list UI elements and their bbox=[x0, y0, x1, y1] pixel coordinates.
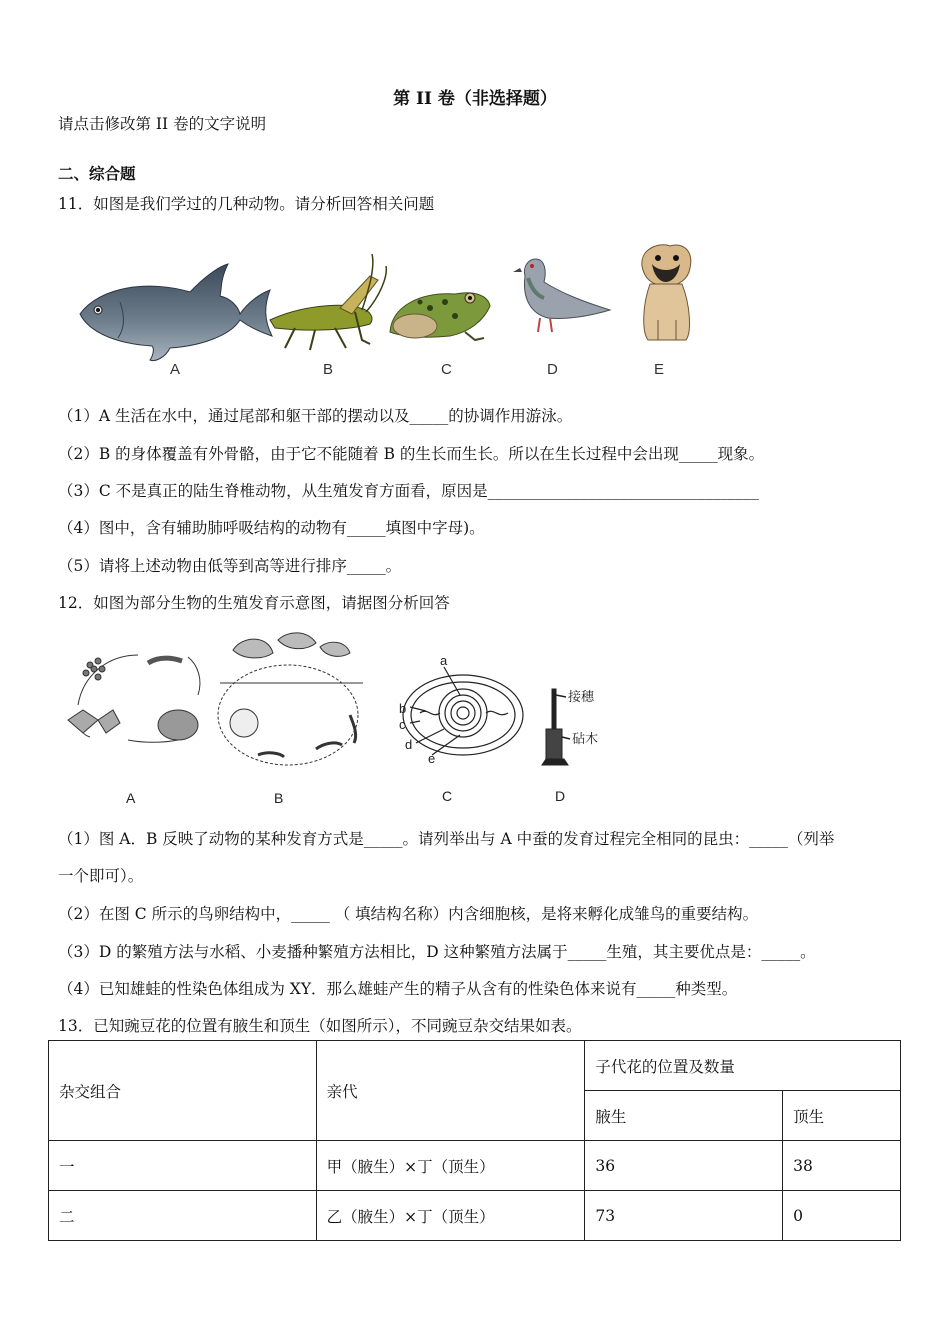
row1-combo: 一 bbox=[49, 1141, 317, 1191]
q11-sub3: （3）C 不是真正的陆生脊椎动物，从生殖发育方面看，原因是___________________________________ bbox=[58, 482, 759, 500]
graft-stock-label: 砧木 bbox=[572, 731, 599, 746]
egg-part-d: d bbox=[405, 737, 413, 752]
row2-combo: 二 bbox=[49, 1191, 317, 1241]
section-title: 第 II 卷（非选择题） bbox=[393, 89, 557, 109]
header-axillary: 腋生 bbox=[585, 1091, 783, 1141]
egg-part-c: c bbox=[399, 717, 406, 732]
q11-label-c: C bbox=[441, 361, 452, 378]
row2-parents: 乙（腋生）×丁（顶生） bbox=[316, 1191, 585, 1241]
bird-egg-icon bbox=[403, 667, 523, 755]
graft-scion-label: 接穗 bbox=[568, 689, 595, 704]
q12-label-b: B bbox=[274, 790, 284, 806]
part-heading: 二、综合题 bbox=[58, 164, 136, 183]
grafting-icon bbox=[542, 689, 570, 765]
q11-animal-figure bbox=[70, 236, 710, 386]
frog-icon bbox=[390, 293, 490, 340]
egg-part-e: e bbox=[428, 751, 436, 766]
egg-part-a: a bbox=[440, 653, 448, 668]
dog-icon bbox=[642, 245, 691, 340]
pigeon-icon bbox=[513, 259, 610, 332]
q11-sub1: （1）A 生活在水中，通过尾部和躯干部的摆动以及_____的协调作用游泳。 bbox=[58, 407, 573, 425]
q11-label-d: D bbox=[547, 361, 558, 378]
q12-sub4: （4）已知雄蛙的性染色体组成为 XY．那么雄蛙产生的精子从含有的性染色体来说有_____种类型。 bbox=[58, 980, 738, 998]
q12-sub3: （3）D 的繁殖方法与水稻、小麦播种繁殖方法相比，D 这种繁殖方法属于_____生殖，其主要优点是：_____。 bbox=[58, 943, 816, 961]
header-combo: 杂交组合 bbox=[49, 1041, 317, 1141]
row2-terminal: 0 bbox=[783, 1191, 901, 1241]
row1-axillary: 36 bbox=[585, 1141, 783, 1191]
q11-label-e: E bbox=[654, 361, 665, 378]
grasshopper-icon bbox=[270, 254, 386, 350]
q12-label-d: D bbox=[555, 788, 566, 804]
q12-sub1-cont: 一个即可）。 bbox=[58, 867, 144, 885]
header-offspring: 子代花的位置及数量 bbox=[585, 1041, 901, 1091]
q12-lifecycle-figure bbox=[58, 625, 628, 810]
frog-cycle-icon bbox=[218, 633, 363, 765]
row2-axillary: 73 bbox=[585, 1191, 783, 1241]
header-parents: 亲代 bbox=[316, 1041, 585, 1141]
silkworm-cycle-icon bbox=[68, 655, 200, 742]
q11-label-a: A bbox=[170, 361, 181, 378]
q12-stem: 12．如图为部分生物的生殖发育示意图，请据图分析回答 bbox=[58, 594, 450, 612]
header-terminal: 顶生 bbox=[783, 1091, 901, 1141]
instructions-link[interactable]: 请点击修改第 II 卷的文字说明 bbox=[58, 115, 267, 133]
row1-parents: 甲（腋生）×丁（顶生） bbox=[316, 1141, 585, 1191]
q11-sub2: （2）B 的身体覆盖有外骨骼，由于它不能随着 B 的生长而生长。所以在生长过程中会出现_____现象。 bbox=[58, 445, 765, 463]
q13-stem: 13．已知豌豆花的位置有腋生和顶生（如图所示），不同豌豆杂交结果如表。 bbox=[58, 1017, 582, 1035]
q11-sub4: （4）图中，含有辅助肺呼吸结构的动物有_____填图中字母)。 bbox=[58, 519, 485, 537]
q12-label-c: C bbox=[442, 788, 453, 804]
q12-sub2: （2）在图 C 所示的鸟卵结构中，_____ （ 填结构名称）内含细胞核，是将来孵化成雏鸟的重要结构。 bbox=[58, 905, 759, 923]
q12-sub1: （1）图 A．B 反映了动物的某种发育方式是_____。请列举出与 A 中蚕的发育过程完全相同的昆虫：_____（列举 bbox=[58, 830, 835, 848]
fish-icon bbox=[80, 264, 272, 361]
table-row bbox=[49, 1141, 901, 1191]
q12-label-a: A bbox=[126, 790, 136, 806]
egg-part-b: b bbox=[399, 701, 407, 716]
q11-stem: 11．如图是我们学过的几种动物。请分析回答相关问题 bbox=[58, 195, 435, 213]
q11-label-b: B bbox=[323, 361, 334, 378]
q11-sub5: （5）请将上述动物由低等到高等进行排序_____。 bbox=[58, 557, 402, 575]
table-row bbox=[49, 1191, 901, 1241]
cross-results-table bbox=[48, 1040, 901, 1241]
row1-terminal: 38 bbox=[783, 1141, 901, 1191]
